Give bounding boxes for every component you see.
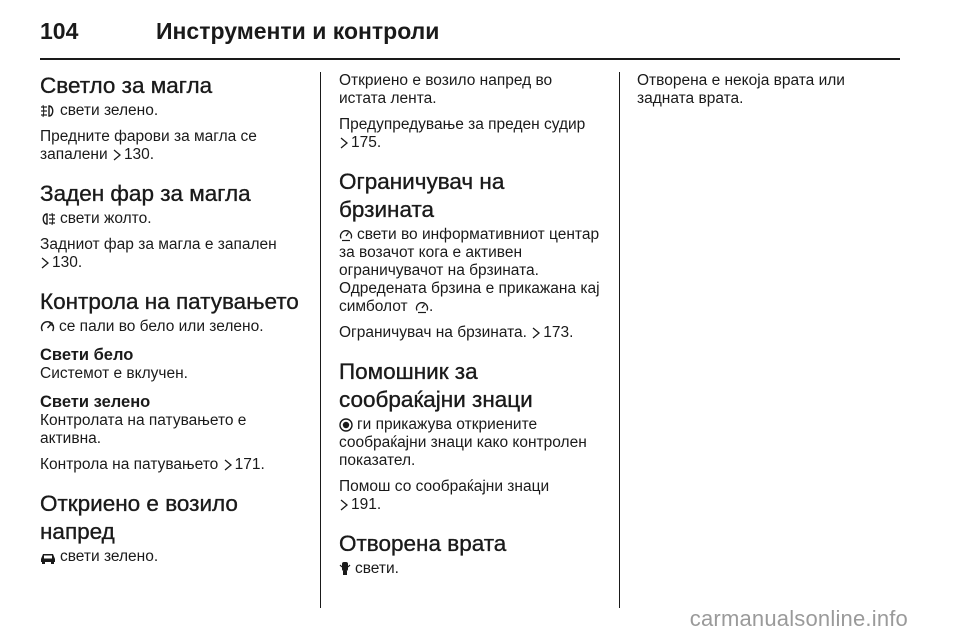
subheading-lit-green: Свети зелено	[40, 393, 151, 411]
cruise-control-status-text: се пали во бело или зелено.	[59, 318, 264, 335]
section-title-rear-fog-light: Заден фар за магла	[40, 181, 251, 206]
page-reference-arrow-icon	[224, 459, 232, 471]
fog-light-status	[40, 102, 305, 120]
cruise-control-status	[40, 318, 305, 336]
column-2	[339, 72, 601, 586]
column-divider	[320, 72, 321, 608]
rear-fog-light-description: Задниот фар за магла е запален 130.	[40, 236, 277, 271]
speed-limiter-icon	[415, 300, 429, 314]
subheading-lit-white: Свети бело	[40, 346, 134, 364]
fog-light-description: Предните фарови за магла се запалени 130.	[40, 128, 257, 163]
rear-fog-light-icon	[40, 212, 56, 226]
header-rule	[40, 58, 900, 60]
vehicle-ahead-status-text: свети зелено.	[60, 548, 159, 565]
door-open-description: Отворена е некоја врата или задната врата.	[637, 72, 845, 107]
column-3	[637, 72, 899, 116]
section-title-cruise-control: Контрола на патувањето	[40, 289, 299, 314]
fog-light-status-text: свети зелено.	[60, 102, 159, 119]
rear-fog-light-status	[40, 210, 305, 228]
lit-white-text: Системот е вклучен.	[40, 365, 188, 382]
door-open-status	[339, 560, 601, 578]
column-divider	[619, 72, 620, 608]
column-1	[40, 72, 305, 574]
section-title-traffic-sign-assistant: Помошник за сообраќајни знаци	[339, 359, 533, 412]
traffic-sign-description: ги прикажува откриените сообраќајни знаци како контролен показател.	[339, 416, 587, 469]
running-title: Инструменти и контроли	[156, 18, 440, 44]
speed-limiter-description: свети во информативниот центар за возачот кога е активен ограничувачот на брзината. Одредената брзина е прикажана кај симболот .	[339, 226, 600, 315]
traffic-sign-reference: Помош со сообраќајни знаци 191.	[339, 478, 550, 513]
vehicle-ahead-description: Откриено е возило напред во истата лента.	[339, 72, 553, 107]
section-title-door-open: Отворена врата	[339, 531, 507, 556]
vehicle-ahead-status	[40, 548, 305, 566]
section-title-speed-limiter: Ограничувач на брзината	[339, 169, 505, 222]
page-reference-arrow-icon	[532, 327, 540, 339]
speed-limiter-icon	[339, 228, 353, 242]
cruise-control-icon	[40, 320, 55, 334]
lit-green-text: Контролата на патувањето е активна.	[40, 412, 247, 447]
page-reference-arrow-icon	[41, 257, 49, 269]
speed-limiter-reference: Ограничувач на брзината. 173.	[339, 324, 574, 341]
door-open-icon	[339, 561, 351, 576]
page-number: 104	[40, 18, 79, 44]
vehicle-ahead-icon	[40, 551, 56, 564]
page-header	[40, 16, 900, 56]
page-reference-arrow-icon	[340, 137, 348, 149]
rear-fog-light-status-text: свети жолто.	[60, 210, 152, 227]
door-open-status-text: свети.	[355, 560, 399, 577]
section-title-vehicle-ahead: Откриено е возило напред	[40, 491, 238, 544]
cruise-control-reference: Контрола на патувањето 171.	[40, 456, 265, 473]
traffic-sign-icon	[339, 418, 353, 432]
page-reference-arrow-icon	[113, 149, 121, 161]
section-title-fog-light: Светло за магла	[40, 73, 213, 98]
front-fog-light-icon	[40, 104, 56, 118]
watermark: carmanualsonline.info	[689, 606, 908, 631]
collision-alert-reference: Предупредување за преден судир 175.	[339, 116, 586, 151]
page-reference-arrow-icon	[340, 499, 348, 511]
